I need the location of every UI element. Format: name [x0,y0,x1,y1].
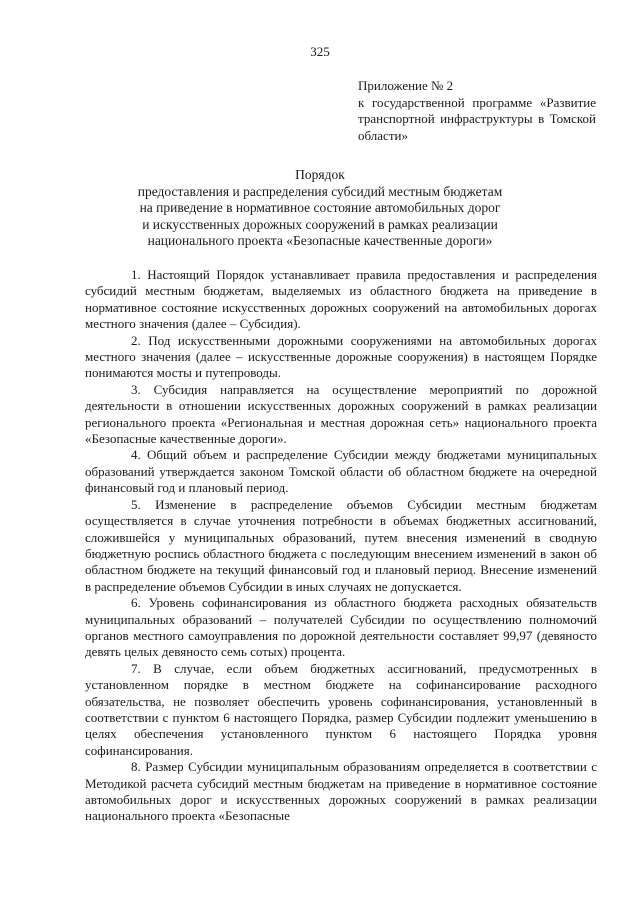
title-line: предоставления и распределения субсидий местным бюджетам [137,183,503,199]
document-title [0,167,640,250]
appendix-reference-line: области» [358,127,408,143]
paragraph-8: 8. Размер Субсидии муниципальным образованиям определяется в соответствии с Методикой расчета субсидий местным бюджетам на приведение в нормативное состояние автомобильных дорог и искусственных дорожных сооружений в рамках реализации национального проекта «Безопасные [85,759,597,824]
paragraph-3: 3. Субсидия направляется на осуществление мероприятий по дорожной деятельности в отношении искусственных дорожных сооружений в рамках реализации регионального проекта «Региональная и местная дорожная сеть» национального проекта «Безопасные качественные дороги». [85,381,597,447]
paragraph-7: 7. В случае, если объем бюджетных ассигнований, предусмотренных в установленном порядке в местном бюджете на софинансирование расходного обязательства, не позволяет обеспечить уровень софинансирования, установленный в соответствии с пунктом 6 настоящего Порядка, размер Субсидии подлежит уменьшению в целях обеспечения установленного пунктом 6 настоящего Порядка уровня софинансирования. [85,660,597,758]
document-body [85,267,597,825]
paragraph-1: 1. Настоящий Порядок устанавливает правила предоставления и распределения субсидий местным бюджетам, выделяемых из областного бюджета на приведение в нормативное состояние искусственных дорожных сооружений на автомобильных дорогах местного значения (далее – Субсидия). [85,267,597,332]
paragraph-6: 6. Уровень софинансирования из областного бюджета расходных обязательств муниципальных образований – получателей Субсидии по осуществлению полномочий органов местного самоуправления по дорожной деятельности составляет 99,97 (девяносто девять целых девяносто семь сотых) процента. [85,595,597,660]
page-number: 325 [310,44,330,59]
title-line: национального проекта «Безопасные качественные дороги» [147,233,493,248]
title-line: на приведение в нормативное состояние автомобильных дорог [139,200,501,215]
title-line: и искусственных дорожных сооружений в рамках реализации [142,216,498,232]
paragraph-5: 5. Изменение в распределение объемов Субсидии местным бюджетам осуществляется в случае уточнения потребности в объемах бюджетных ассигнований, сложившейся у муниципальных образований, путем внесения изменений в сводную бюджетную роспись областного бюджета с последующим внесением изменений в закон об областном бюджете на текущий финансовый год и плановый период. Внесение изменений в распределение объемов Субсидии в иных случаях не допускается. [85,496,597,594]
title-heading: Порядок [295,167,345,182]
appendix-reference-line: транспортной инфраструктуры в Томской [358,111,596,126]
appendix-label: Приложение № 2 [358,78,454,93]
paragraph-2: 2. Под искусственными дорожными сооружениями на автомобильных дорогах местного значения (далее – искусственные дорожные сооружения) в настоящем Порядке понимаются мосты и путепроводы. [85,332,597,381]
paragraph-4: 4. Общий объем и распределение Субсидии между бюджетами муниципальных образований утверждается законом Томской области об областном бюджете на очередной финансовый год и плановый период. [85,447,597,496]
appendix-reference-line: к государственной программе «Развитие [358,94,596,110]
appendix-header [358,78,596,144]
